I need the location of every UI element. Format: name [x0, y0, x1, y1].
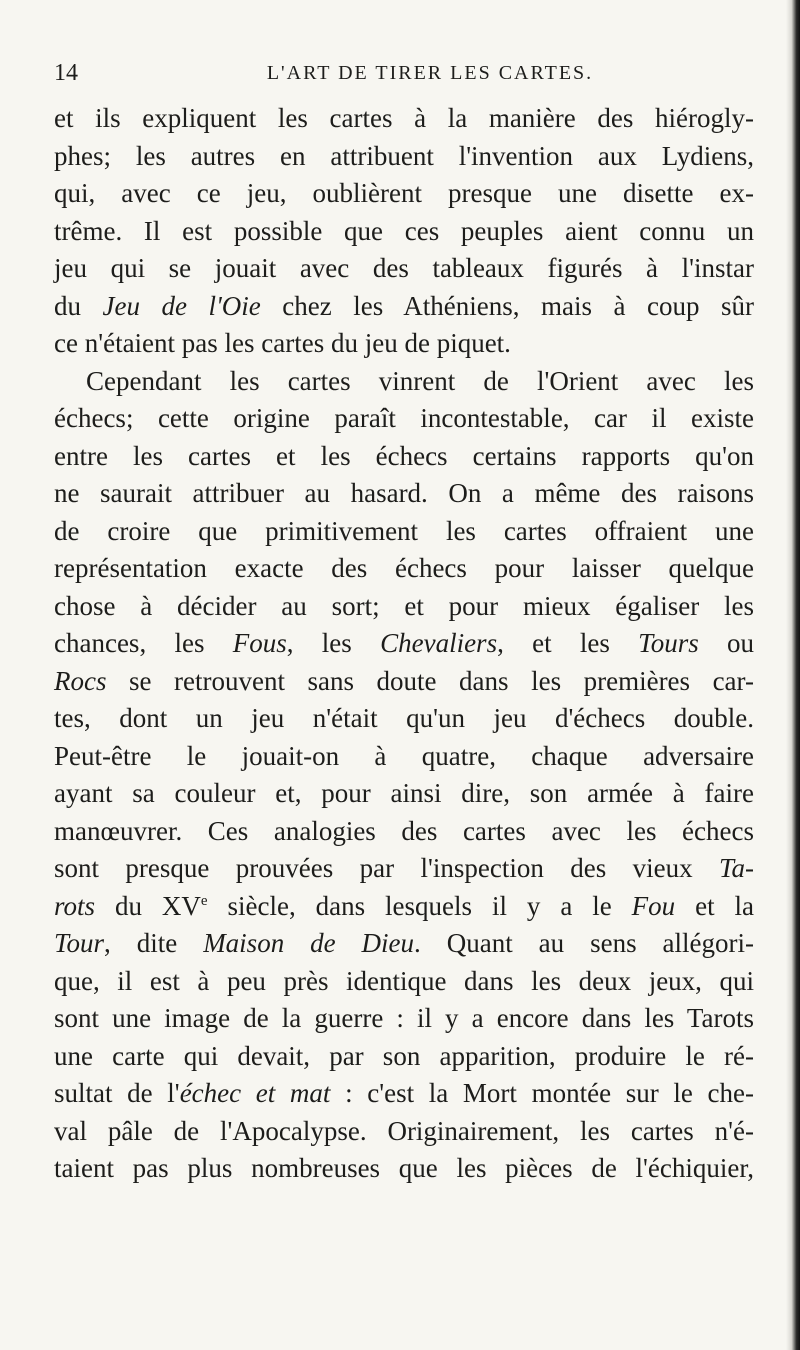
text-line: ne saurait attribuer au hasard. On a même des raisons [54, 478, 754, 508]
italic-text: Ta- [718, 853, 754, 883]
superscript: e [200, 892, 208, 909]
text-line: jeu qui se jouait avec des tableaux figurés à l'instar [54, 253, 754, 283]
text-line: ayant sa couleur et, pour ainsi dire, son armée à faire [54, 778, 754, 808]
text-line: phes; les autres en attribuent l'invention aux Lydiens, [54, 140, 754, 171]
running-head: L'ART DE TIRER LES CARTES. [266, 62, 594, 84]
text-line: représentation exacte des échecs pour laisser quelque [54, 553, 754, 583]
text-line: Tour, dite Maison de Dieu. Quant au sens allégori- [54, 928, 754, 958]
text-line: du Jeu de l'Oie chez les Athéniens, mais à coup sûr [54, 290, 754, 321]
text-line: taient pas plus nombreuses que les pièces de l'échiquier, [54, 1153, 754, 1183]
italic-text: Maison de Dieu [203, 928, 415, 958]
text-line: Peut-être le jouait-on à quatre, chaque adversaire [54, 740, 754, 771]
text-line: tes, dont un jeu n'était qu'un jeu d'échecs double. [54, 703, 754, 733]
text-line: échecs; cette origine paraît incontestable, car il existe [54, 403, 754, 433]
text-line: que, il est à peu près identique dans les deux jeux, qui [54, 965, 754, 996]
italic-text: Fous [232, 628, 287, 658]
text-line: trême. Il est possible que ces peuples aient connu un [54, 215, 754, 246]
page-number: 14 [54, 60, 78, 86]
page-header [40, 58, 760, 88]
italic-text: rots [54, 890, 96, 921]
italic-text: Chevaliers [380, 628, 498, 658]
text-line: qui, avec ce jeu, oublièrent presque une disette ex- [54, 178, 754, 208]
text-line: chose à décider au sort; et pour mieux égaliser les [54, 590, 754, 621]
text-line: sultat de l'échec et mat : c'est la Mort montée sur le che- [54, 1078, 754, 1108]
body-text [54, 100, 754, 1188]
text-line: sont une image de la guerre : il y a encore dans les Tarots [54, 1003, 754, 1033]
page-edge-shadow [786, 0, 800, 1350]
text-line: rots du XVe siècle, dans lesquels il y a le Fou et la [54, 890, 754, 921]
text-line: val pâle de l'Apocalypse. Originairement, les cartes n'é- [54, 1115, 754, 1146]
italic-text: Tour [54, 928, 105, 958]
italic-text: Rocs [54, 665, 107, 696]
italic-text: Fou [631, 890, 676, 921]
text-line: entre les cartes et les échecs certains rapports qu'on [54, 440, 754, 471]
text-line: et ils expliquent les cartes à la manière des hiérogly- [54, 103, 754, 133]
text-line: chances, les Fous, les Chevaliers, et les Tours ou [54, 628, 755, 658]
italic-text: Tours [638, 628, 699, 658]
text-line: Rocs se retrouvent sans doute dans les premières car- [54, 665, 754, 696]
text-line: Cependant les cartes vinrent de l'Orient avec les [86, 365, 754, 396]
text-line: ce n'étaient pas les cartes du jeu de piquet. [54, 328, 511, 358]
italic-text: Jeu de l'Oie [102, 290, 261, 321]
text-line: une carte qui devait, par son apparition, produire le ré- [54, 1040, 754, 1071]
text-line: sont presque prouvées par l'inspection des vieux Ta- [54, 853, 754, 883]
text-line: manœuvrer. Ces analogies des cartes avec les échecs [54, 815, 754, 846]
italic-text: échec et mat [179, 1078, 331, 1108]
text-line: de croire que primitivement les cartes offraient une [54, 515, 754, 546]
